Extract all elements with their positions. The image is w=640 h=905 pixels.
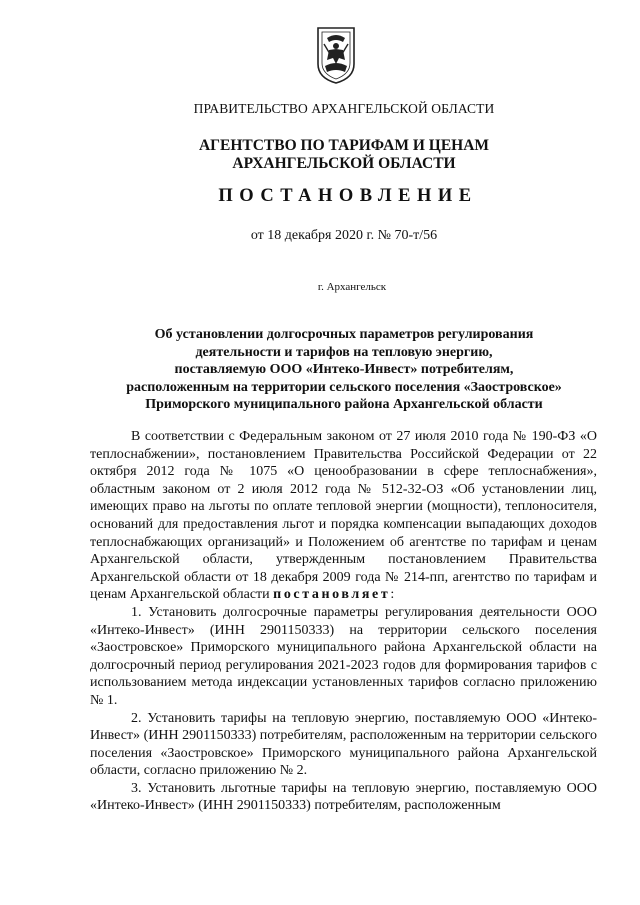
title-line: деятельности и тарифов на тепловую энергию, — [195, 344, 493, 360]
clause-1: 1. Установить долгосрочные параметры регулирования деятельности ООО «Интеко-Инвест» (ИНН 2901150333) на территории сельского поселения «Заостровское» Приморского муниципального района Архангельской области на долгосрочный период регулирования 2021-2023 годов для формирования тарифов с использованием метода индексации установленных тарифов согласно приложению № 1. — [90, 604, 597, 708]
resolves-colon: : — [390, 587, 395, 603]
document-city: г. Архангельск — [317, 281, 387, 293]
title-line: поставляемую ООО «Интеко-Инвест» потребителям, — [174, 362, 514, 377]
title-line: Приморского муниципального района Архангельской области — [145, 397, 543, 412]
preamble-paragraph — [90, 428, 597, 604]
clause-2: 2. Установить тарифы на тепловую энергию, поставляемую ООО «Интеко-Инвест» (ИНН 2901150333) потребителям, расположенным на территории сельского поселения «Заостровское» Приморского муниципального района Архангельской области, согласно приложению № 2. — [90, 710, 597, 779]
coat-of-arms-icon — [315, 26, 357, 84]
agency-name-line2: АРХАНГЕЛЬСКОЙ ОБЛАСТИ — [232, 155, 456, 172]
title-line: расположенным на территории сельского поселения «Заостровское» — [126, 379, 562, 395]
clause-3: 3. Установить льготные тарифы на тепловую энергию, поставляемую ООО «Интеко-Инвест» (ИНН 2901150333) потребителям, расположенным — [90, 780, 597, 814]
document-title — [0, 326, 640, 414]
preamble-text: В соответствии с Федеральным законом от 27 июля 2010 года № 190-ФЗ «О теплоснабжении», постановлением Правительства Российской Федерации от 22 октября 2012 года № 1075 «О ценообразовании в сфере теплоснабжения», областным законом от 2 июля 2012 года № 512-32-ОЗ «Об установлении лиц, имеющих право на льготы по оплате тепловой энергии (мощности), теплоносителя, оснований для предоставления льгот и порядка компенсации выпадающих доходов теплоснабжающих организаций» и Положением об агентстве по тарифам и ценам Архангельской области, утвержденным постановлением Правительства Архангельской области от 18 декабря 2009 года № 214-пп, агентство по тарифам и ценам Архангельской области — [90, 429, 597, 603]
title-line: Об установлении долгосрочных параметров регулирования — [154, 327, 534, 342]
agency-name-line1: АГЕНТСТВО ПО ТАРИФАМ И ЦЕНАМ — [198, 137, 490, 154]
agency-name — [0, 137, 640, 173]
document-date-number: от 18 декабря 2020 г. № 70-т/56 — [250, 228, 438, 243]
document-body — [90, 428, 597, 815]
document-type: ПОСТАНОВЛЕНИЕ — [218, 186, 478, 206]
government-name: ПРАВИТЕЛЬСТВО АРХАНГЕЛЬСКОЙ ОБЛАСТИ — [193, 101, 495, 116]
resolves-word: постановляет — [273, 587, 391, 603]
